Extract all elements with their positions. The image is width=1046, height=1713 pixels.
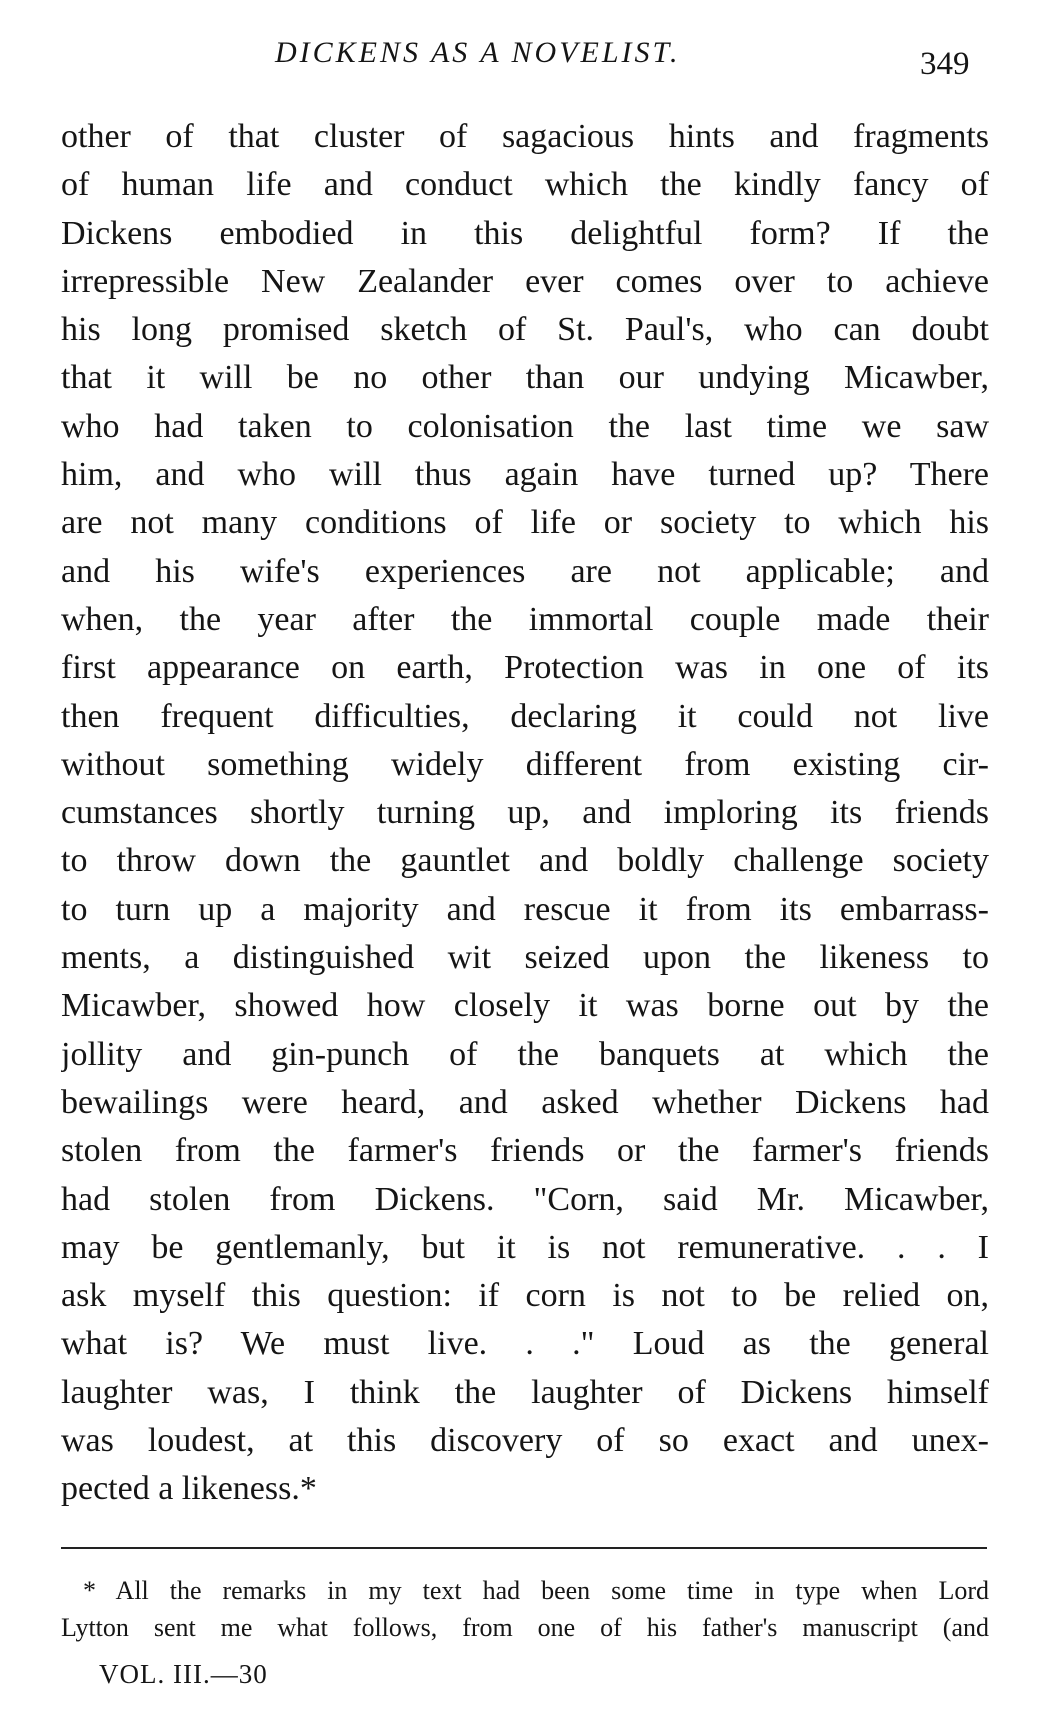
footnote-rule [61, 1547, 987, 1549]
text-line: when, the year after the immortal couple made their [61, 600, 989, 638]
text-line: other of that cluster of sagacious hints and fragments [61, 118, 989, 155]
text-line: to turn up a majority and rescue it from its embarrass- [61, 890, 989, 928]
text-line: are not many conditions of life or society to which his [61, 504, 989, 542]
text-line: Micawber, showed how closely it was borne out by the [61, 987, 989, 1025]
text-line: jollity and gin-punch of the banquets at which the [61, 1035, 989, 1073]
running-title: DICKENS AS A NOVELIST. [275, 36, 681, 69]
text-line: had stolen from Dickens. "Corn, said Mr. Micawber, [61, 1180, 989, 1218]
text-line: bewailings were heard, and asked whether Dickens had [61, 1083, 989, 1121]
text-line: cumstances shortly turning up, and imploring its friends [61, 794, 989, 832]
text-line: irrepressible New Zealander ever comes over to achieve [61, 262, 989, 300]
text-line: without something widely different from existing cir- [61, 745, 989, 783]
text-line: ask myself this question: if corn is not to be relied on, [61, 1277, 989, 1315]
footnote-line: * All the remarks in my text had been some time in type when Lord [83, 1576, 989, 1605]
text-line: him, and who will thus again have turned up? There [61, 456, 989, 494]
signature-mark: VOL. III.—30 [99, 1659, 268, 1689]
text-line: Dickens embodied in this delightful form? If the [61, 214, 989, 252]
text-line: to throw down the gauntlet and boldly challenge society [61, 842, 989, 880]
text-line: pected a likeness.* [61, 1470, 317, 1508]
text-line: his long promised sketch of St. Paul's, who can doubt [61, 311, 989, 349]
text-line: ments, a distinguished wit seized upon the likeness to [61, 939, 989, 977]
text-line: of human life and conduct which the kindly fancy of [61, 166, 989, 204]
text-line: and his wife's experiences are not applicable; and [61, 552, 989, 590]
text-line: that it will be no other than our undying Micawber, [61, 359, 989, 397]
text-line: who had taken to colonisation the last time we saw [61, 407, 989, 445]
footnote [61, 1572, 989, 1646]
text-line: what is? We must live. . ." Loud as the general [61, 1325, 989, 1363]
text-line: may be gentlemanly, but it is not remunerative. . . I [61, 1228, 989, 1266]
text-line: then frequent difficulties, declaring it could not live [61, 697, 989, 735]
text-line: laughter was, I think the laughter of Dickens himself [61, 1373, 989, 1411]
text-line: was loudest, at this discovery of so exact and unex- [61, 1422, 989, 1460]
text-line: first appearance on earth, Protection was in one of its [61, 649, 989, 687]
text-line: stolen from the farmer's friends or the farmer's friends [61, 1132, 989, 1170]
footnote-line: Lytton sent me what follows, from one of his father's manuscript (and [61, 1613, 989, 1642]
body-text [61, 113, 989, 1514]
page-number: 349 [920, 46, 970, 82]
running-head [0, 34, 1046, 82]
